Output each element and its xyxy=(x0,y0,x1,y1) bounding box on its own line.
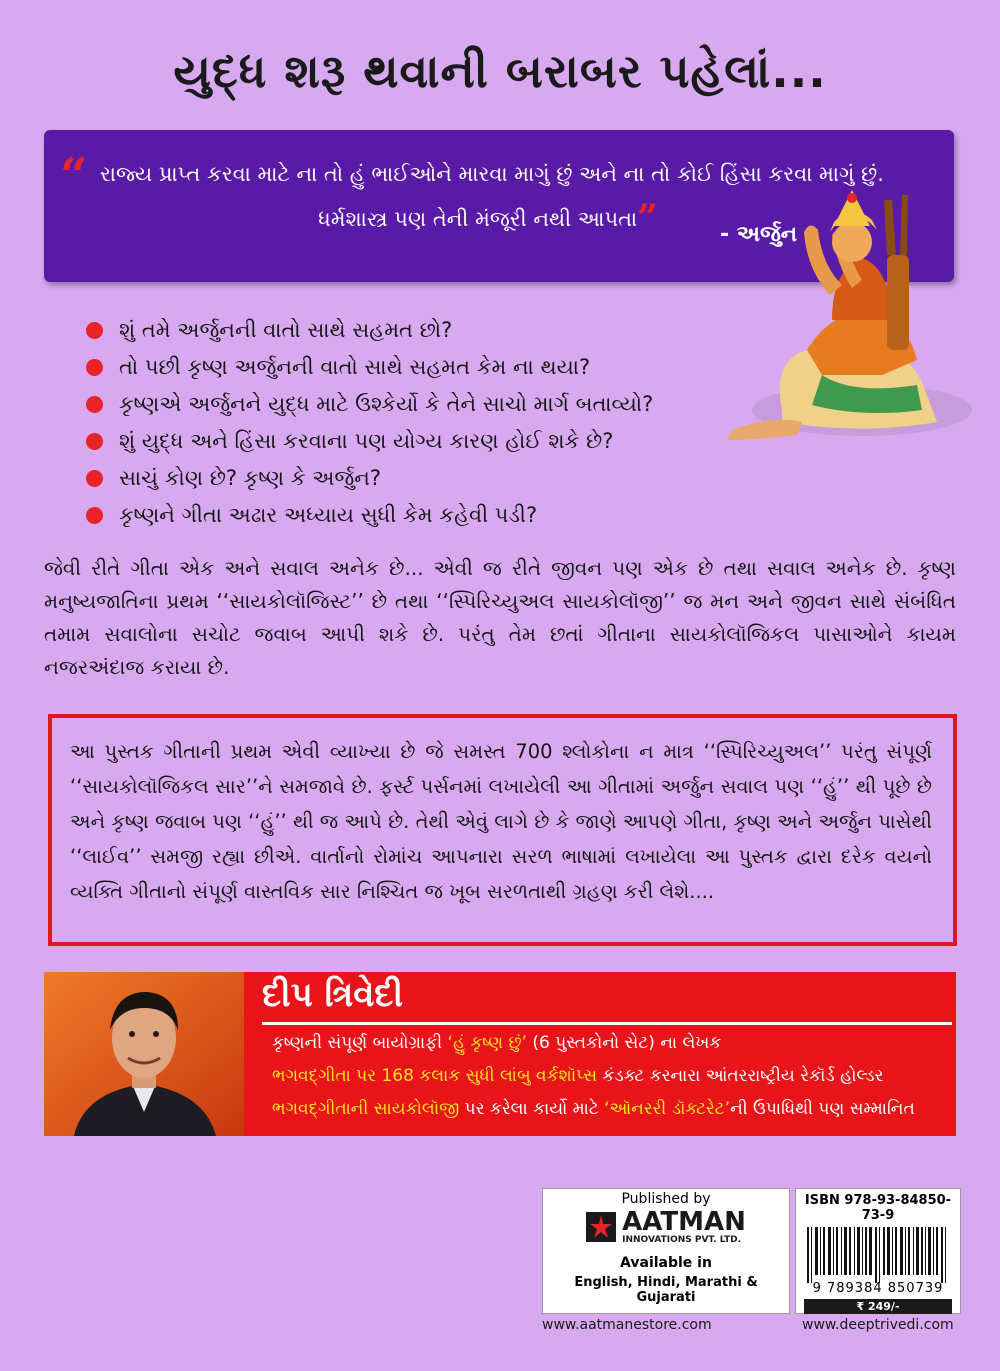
barcode-icon xyxy=(803,1227,953,1283)
available-in-label: Available in xyxy=(620,1255,712,1271)
price-label: ₹ 249/- xyxy=(804,1299,952,1314)
intro-paragraph: જેવી રીતે ગીતા એક અને સવાલ અનેક છે... એવી જ રીતે જીવન પણ એક છે તથા સવાલ અનેક છે. કૃષ્ણ મનુષ્યજાતિના પ્રથમ ‘‘સાયકોલૉજિસ્ટ’’ છે તથા ‘‘સ્પિરિચ્યુઅલ સાયકોલૉજી’’ જ મન અને જીવન સાથે સંબંધિત તમામ સવાલોના સચોટ જવાબ આપી શકે છે. પરંતુ તેમ છતાં ગીતાના સાયકોલૉજિકલ પાસાઓને કાયમ નજરઅંદાજ કરાયા છે. xyxy=(44,556,956,679)
question-list xyxy=(86,312,726,534)
bullet-icon xyxy=(86,433,103,450)
arjun-illustration xyxy=(712,160,974,450)
author-divider xyxy=(262,1022,952,1025)
author-photo xyxy=(44,972,244,1136)
bullet-icon xyxy=(86,359,103,376)
author-name: દીપ ત્રિવેદી xyxy=(262,975,404,1015)
author-credential-1: કૃષ્ણની સંપૂર્ણ બાયોગ્રાફી ‘હું કૃષ્ણ છું’ (6 પુસ્તકોનો સેટ) ના લેખક xyxy=(272,1033,722,1053)
list-item: કૃષ્ણએ અર્જુનને યુદ્ધ માટે ઉશ્કેર્યો કે તેને સાચો માર્ગ બતાવ્યો? xyxy=(86,386,726,423)
list-item: કૃષ્ણને ગીતા અઢાર અધ્યાય સુધી કેમ કહેવી પડી? xyxy=(86,497,726,534)
isbn-label: ISBN 978-93-84850-73-9 xyxy=(804,1193,952,1223)
publisher-url[interactable]: www.aatmanestore.com xyxy=(542,1317,712,1333)
author-url[interactable]: www.deeptrivedi.com xyxy=(802,1317,954,1333)
publisher-subtitle: INNOVATIONS PVT. LTD. xyxy=(622,1235,742,1245)
bullet-icon xyxy=(86,322,103,339)
languages-label: English, Hindi, Marathi & Gujarati xyxy=(574,1275,758,1305)
bullet-icon xyxy=(86,470,103,487)
author-credential-2: ભગવદ્ગીતા પર 168 કલાક સુધી લાંબુ વર્કશૉપ્સ કંડક્ટ કરનારા આંતરરાષ્ટ્રીય રેકૉર્ડ હોલ્ડર xyxy=(272,1066,884,1086)
bullet-icon xyxy=(86,396,103,413)
open-quote-mark: “ xyxy=(60,148,88,204)
quote-line-2 xyxy=(228,197,748,239)
close-quote-mark: ” xyxy=(637,197,658,239)
publisher-logo xyxy=(543,1209,789,1245)
quote-line-1: રાજ્ય પ્રાપ્ત કરવા માટે ના તો હું ભાઈઓને મારવા માગું છું અને ના તો કોઈ હિંસા કરવા માગું છું. xyxy=(100,162,884,186)
publisher-name: AATMAN xyxy=(622,1207,746,1237)
quote-line-2-text: ધર્મશાસ્ત્ર પણ તેની મંજૂરી નથી આપતા xyxy=(318,207,638,231)
publisher-box xyxy=(542,1188,790,1314)
author-credential-3: ભગવદ્ગીતાની સાયકોલૉજી પર કરેલા કાર્યો માટે ‘ઑનરરી ડૉક્ટરેટ’ની ઉપાધિથી પણ સમ્માનિત xyxy=(272,1099,915,1119)
quote-author: - અર્જુન xyxy=(720,222,798,247)
barcode-digits: 9 789384 850739 xyxy=(812,1281,944,1296)
bullet-icon xyxy=(86,507,103,524)
published-by-label: Published by xyxy=(621,1191,711,1207)
page-heading: યુદ્ધ શરૂ થવાની બરાબર પહેલાં... xyxy=(173,44,827,98)
isbn-box xyxy=(795,1188,961,1314)
list-item: સાચું કોણ છે? કૃષ્ણ કે અર્જુન? xyxy=(86,460,726,497)
star-logo-icon xyxy=(586,1212,616,1242)
description-paragraph: આ પુસ્તક ગીતાની પ્રથમ એવી વ્યાખ્યા છે જે સમસ્ત 700 શ્લોકોના ન માત્ર ‘‘સ્પિરિચ્યુઅલ’’ પરંતુ સંપૂર્ણ ‘‘સાયકોલૉજિકલ સાર’’ને સમજાવે છે. ફર્સ્ટ પર્સનમાં લખાયેલી આ ગીતામાં અર્જુન સવાલ પણ ‘‘હું’’ થી પૂછે છે અને કૃષ્ણ જવાબ પણ ‘‘હું’’ થી જ આપે છે. તેથી એવું લાગે છે કે જાણે આપણે ગીતા, કૃષ્ણ અને અર્જુન પાસેથી ‘‘લાઈવ’’ સમજી રહ્યા છીએ. વાર્તાનો રોમાંચ આપનારા સરળ ભાષામાં લખાયેલા આ પુસ્તક દ્વારા દરેક વયનો વ્યક્તિ ગીતાનો સંપૂર્ણ વાસ્તવિક સાર નિશ્ચિત જ ખૂબ સરળતાથી ગ્રહણ કરી લેશે.... xyxy=(70,740,932,903)
list-item: શું તમે અર્જુનની વાતો સાથે સહમત છો? xyxy=(86,312,726,349)
list-item: તો પછી કૃષ્ણ અર્જુનની વાતો સાથે સહમત કેમ ના થયા? xyxy=(86,349,726,386)
list-item: શું યુદ્ધ અને હિંસા કરવાના પણ યોગ્ય કારણ હોઈ શકે છે? xyxy=(86,423,726,460)
